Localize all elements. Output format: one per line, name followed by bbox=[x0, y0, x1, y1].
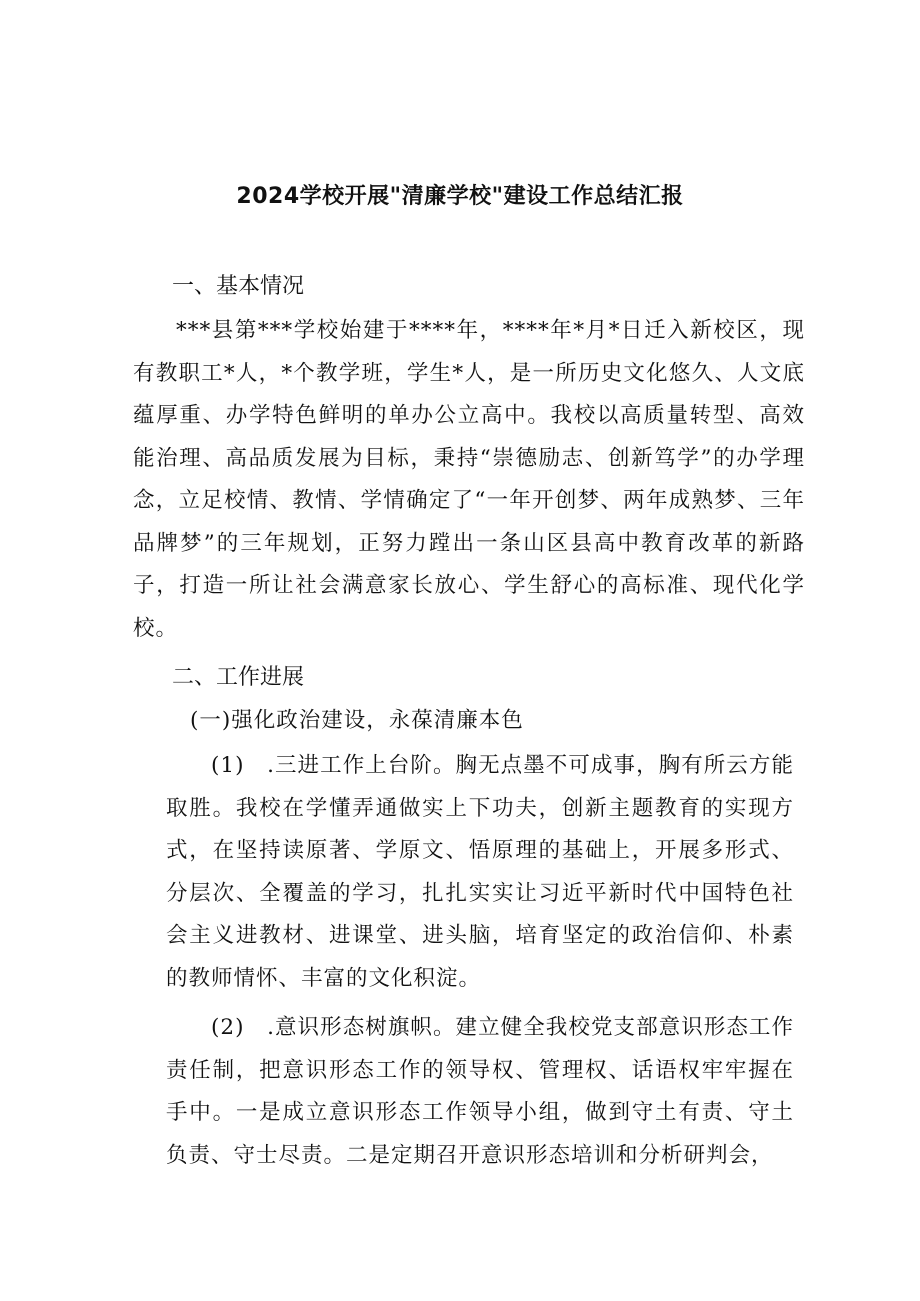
basic-situation-paragraph: ***县第***学校始建于****年，****年*月*日迁入新校区，现有教职工*人，*个教学班，学生*人，是一所历史文化悠久、人文底蕴厚重、办学特色鲜明的单办公立高中。我校以高质量转型、高效能治理、高品质发展为目标，秉持“崇德励志、创新笃学”的办学理念，立足校情、教情、学情确定了“一年开创梦、两年成熟梦、三年品牌梦”的三年规划，正努力蹚出一条山区县高中教育改革的新路子，打造一所让社会满意家长放心、学生舒心的高标准、现代化学校。 bbox=[133, 318, 805, 641]
document-title: 2024学校开展"清廉学校"建设工作总结汇报 bbox=[236, 184, 684, 209]
section-heading-work-progress: 二、工作进展 bbox=[172, 665, 305, 690]
subsection-heading-political-building: (一)强化政治建设，永葆清廉本色 bbox=[190, 708, 524, 733]
item-paragraph-ideology: (2) .意识形态树旗帜。建立健全我校党支部意识形态工作责任制，把意识形态工作的领导权、管理权、话语权牢牢握在手中。一是成立意识形态工作领导小组，做到守土有责、守土负责、守士尽责。二是定期召开意识形态培训和分析研判会， bbox=[166, 1015, 794, 1168]
section-heading-basic-situation: 一、基本情况 bbox=[172, 274, 305, 299]
item-paragraph-three-entries: (1) .三进工作上台阶。胸无点墨不可成事，胸有所云方能取胜。我校在学懂弄通做实上下功夫，创新主题教育的实现方式，在坚持读原著、学原文、悟原理的基础上，开展多形式、分层次、全覆盖的学习，扎扎实实让习近平新时代中国特色社会主义进教材、进课堂、进头脑，培育坚定的政治信仰、朴素的教师情怀、丰富的文化积淀。 bbox=[166, 753, 794, 991]
